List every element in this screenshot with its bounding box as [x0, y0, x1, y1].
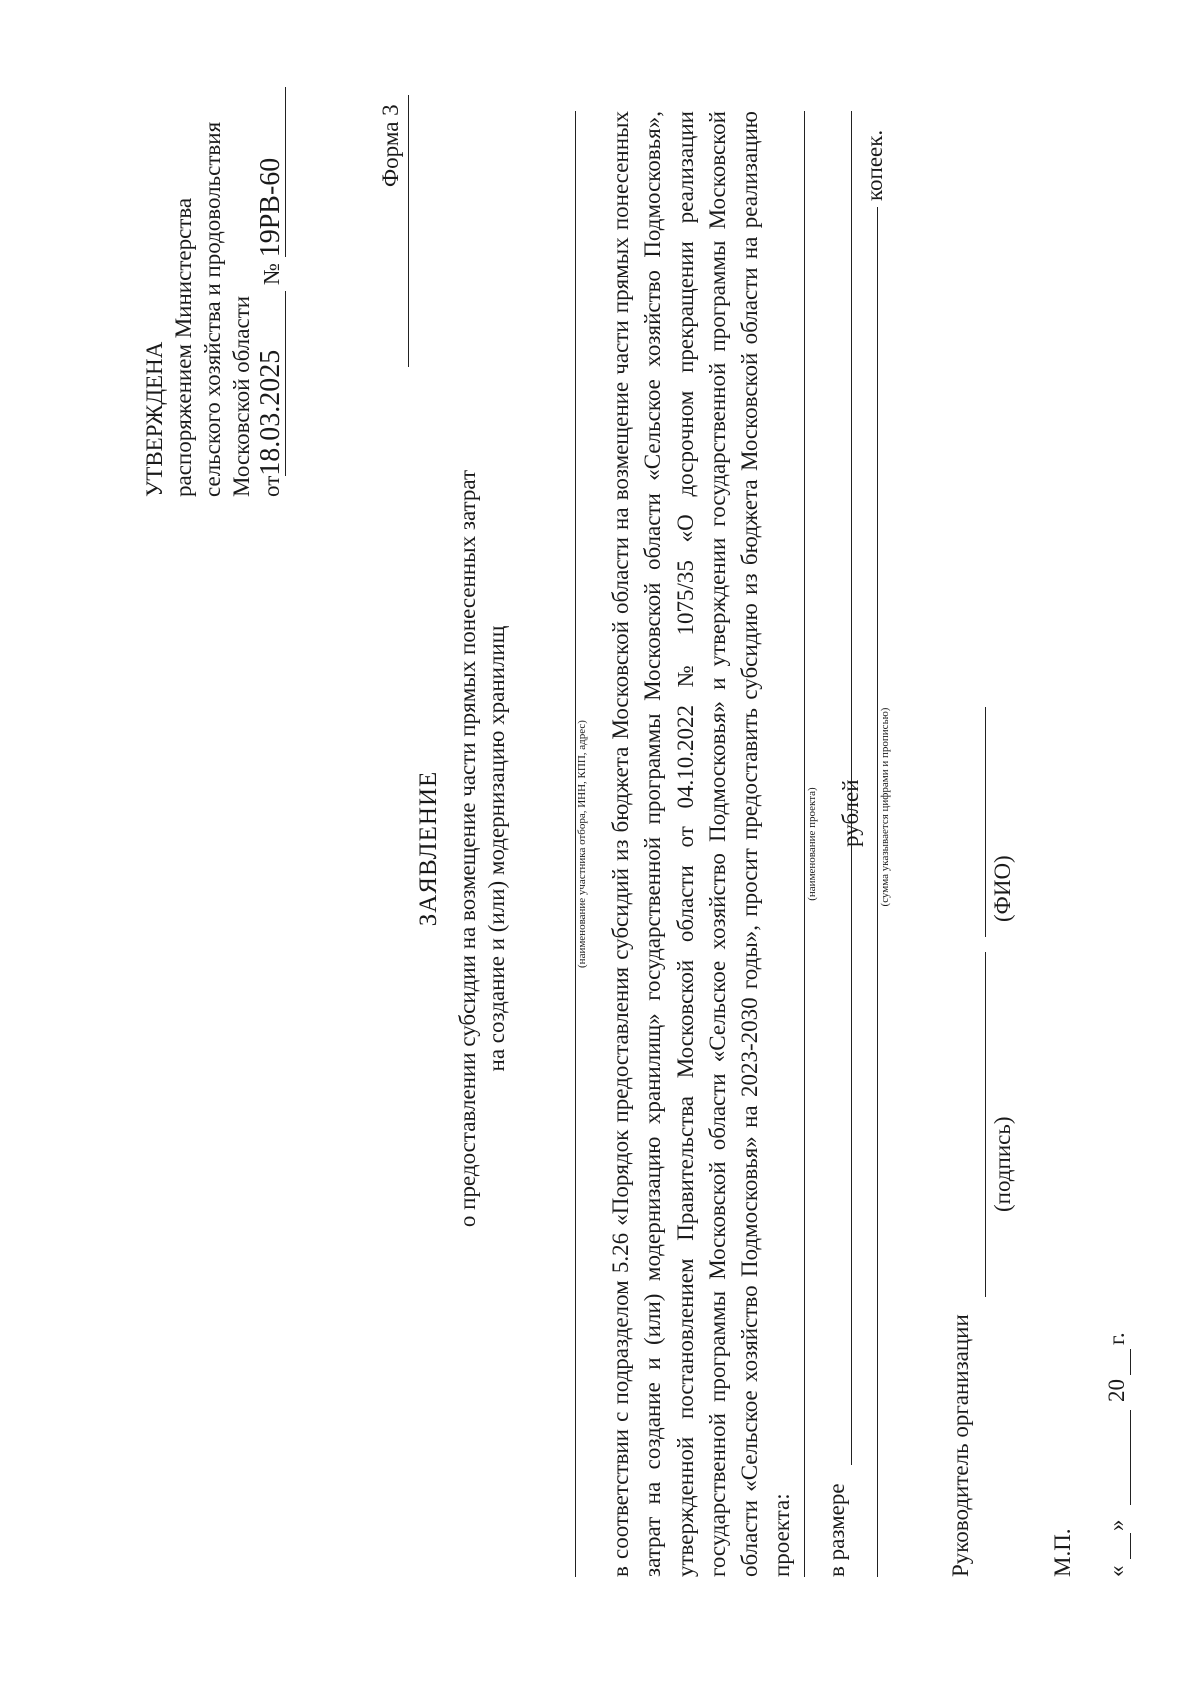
approval-date-prefix: от: [259, 475, 284, 497]
date-day-line: [1130, 1533, 1131, 1559]
amount-prefix: в размере: [824, 1483, 849, 1577]
amount-line-2: [877, 207, 878, 1577]
document-title: ЗАЯВЛЕНИЕ: [415, 770, 442, 927]
document-subtitle-line-1: о предоставлении субсидии на возмещение части прямых понесенных затрат: [455, 469, 480, 1228]
name-caption: (ФИО): [990, 855, 1015, 922]
form-label-underline: [408, 95, 409, 367]
amount-rubles: рублей: [838, 779, 863, 847]
approval-block: [140, 87, 286, 497]
project-line: [804, 111, 805, 1577]
approval-heading: УТВЕРЖДЕНА: [142, 341, 167, 497]
stamp-label: М.П.: [1050, 1528, 1075, 1577]
approval-number: 19РВ-60: [256, 87, 286, 257]
head-label: Руководитель организации: [948, 1314, 973, 1577]
amount-kopecks: копеек.: [862, 129, 887, 201]
form-label: Форма 3: [378, 104, 403, 187]
date-close-quote: »: [1104, 1519, 1129, 1531]
date-month-line: [1130, 1410, 1131, 1505]
approval-number-sign: №: [259, 263, 284, 285]
signature-line: [985, 952, 986, 1297]
approval-line-2: сельского хозяйства и продовольствия: [200, 121, 225, 497]
project-caption: (наименование проекта): [806, 787, 818, 901]
applicant-caption: (наименование участника отбора, ИНН, КПП, адрес): [576, 720, 588, 968]
approval-date: 18.03.2025: [256, 291, 286, 476]
date-open-quote: «: [1104, 1565, 1129, 1577]
body-paragraph: в соответствии с подразделом 5.26 «Порядок предоставления субсидий из бюджета Московской области на возмещение части прямых понесенных затрат на создание и (или) модернизацию хранилищ» государственной программы Московской области «Сельское хозяйство Подмосковья», утвержденной постановлением Правительства Московской области от 04.10.2022 № 1075/35 «О досрочном прекращении реализации государственной программы Московской области «Сельское хозяйство Подмосковья» и утверждении государственной программы Московской области «Сельское хозяйство Подмосковья» на 2023-2030 годы», просит предоставить субсидию из бюджета Московской области на реализацию проекта:: [608, 111, 795, 1577]
signature-caption: (подпись): [990, 1116, 1015, 1212]
approval-line-1: распоряжением Министерства: [171, 197, 196, 497]
name-line: [985, 707, 986, 937]
document-subtitle-line-2: на создание и (или) модернизацию хранилищ: [484, 625, 509, 1072]
approval-line-3: Московской области: [229, 295, 254, 497]
amount-caption: (сумма указывается цифрами и прописью): [879, 707, 891, 907]
date-year-suffix: г.: [1104, 1332, 1129, 1345]
date-century: 20: [1104, 1379, 1129, 1402]
date-year-line: [1130, 1349, 1131, 1375]
approval-date-row: [256, 87, 286, 497]
